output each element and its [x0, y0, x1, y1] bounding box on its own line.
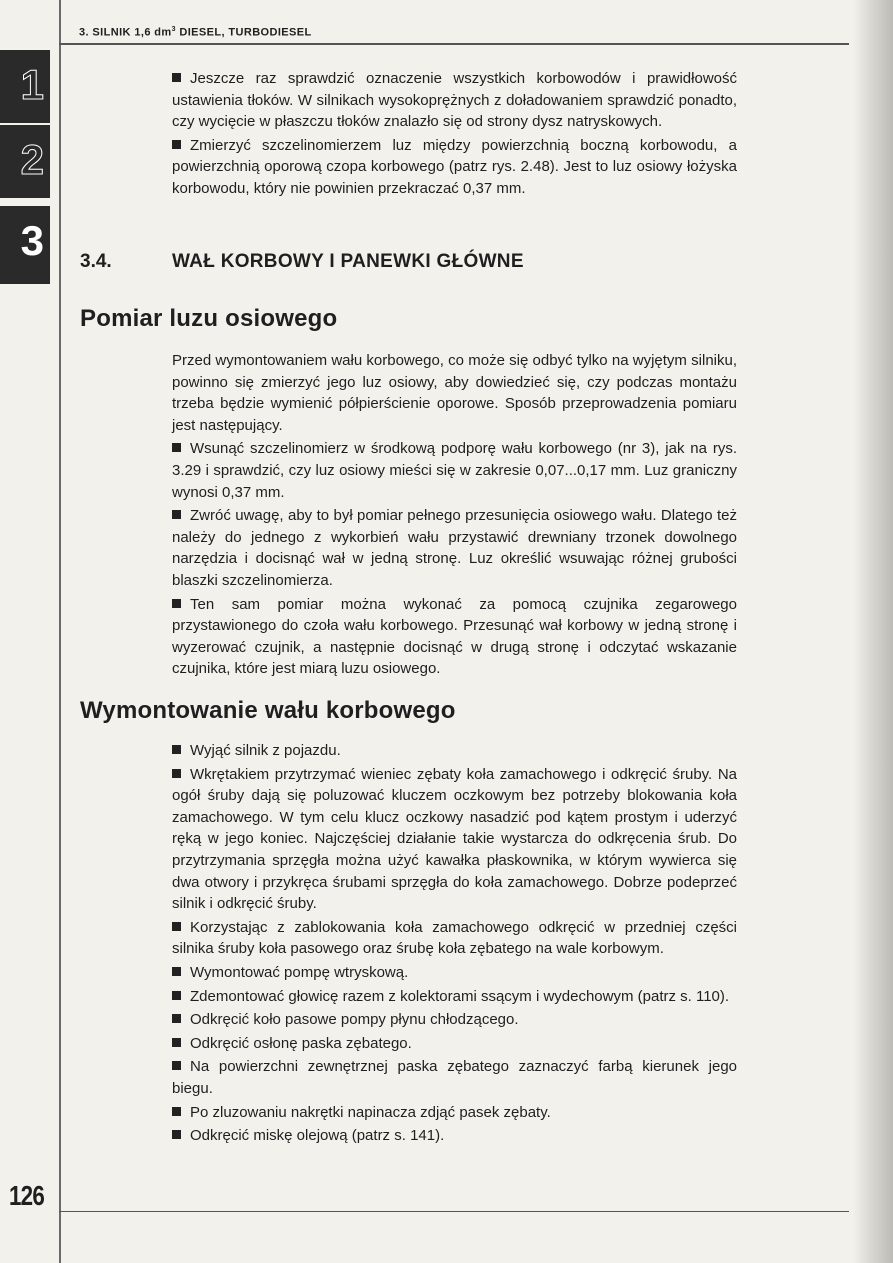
list-item: Odkręcić miskę olejową (patrz s. 141). [172, 1125, 737, 1147]
measurement-block [172, 350, 737, 680]
margin-rule [59, 0, 61, 1263]
footer-rule [59, 1211, 849, 1212]
bullet-icon [172, 745, 181, 754]
intro-paragraph: Jeszcze raz sprawdzić oznaczenie wszystkich korbowodów i prawidłowość ustawienia tłoków. W silnikach wysokoprężnych z doładowaniem sprawdzić ponadto, czy wycięcie w płaszczu tłoków znalazło się od strony dysz natryskowych. [172, 70, 737, 131]
page-edge-shadow [853, 0, 893, 1263]
bullet-icon [172, 140, 181, 149]
list-item: Zdemontować głowicę razem z kolektorami ssącym i wydechowym (patrz s. 110). [172, 986, 737, 1008]
list-item: Ten sam pomiar można wykonać za pomocą czujnika zegarowego przystawionego do czoła wału korbowego. Przesunąć wał korbowy w jedną stronę i wyzerować czujnik, a następnie docisnąć w drugą stronę i odczytać wskazanie czujnika, które jest miarą luzu osiowego. [172, 595, 737, 678]
bullet-icon [172, 599, 181, 608]
lead-paragraph: Przed wymontowaniem wału korbowego, co może się odbyć tylko na wyjętym silniku, powinno się zmierzyć jego luz osiowy, aby dowiedzieć się, czy podczas montażu trzeba będzie wymienić półpierścienie oporowe. Sposób przeprowadzenia pomiaru jest następujący. [172, 352, 737, 434]
bullet-icon [172, 1130, 181, 1139]
bullet-icon [172, 967, 181, 976]
removal-block [172, 740, 737, 1147]
bullet-icon [172, 510, 181, 519]
bullet-icon [172, 1014, 181, 1023]
list-item: Korzystając z zablokowania koła zamachowego odkręcić w przedniej części silnika śruby koła pasowego oraz śrubę koła zębatego na wale korbowym. [172, 918, 737, 958]
bullet-icon [172, 1107, 181, 1116]
section-number: 3.4. [80, 251, 112, 272]
chapter-tab-2: 2 [0, 125, 50, 198]
intro-paragraph: Zmierzyć szczelinomierzem luz między powierzchnią boczną korbowodu, a powierzchnią oporową czopa korbowego (patrz rys. 2.48). Jest to luz osiowy łożyska korbowodu, który nie powinien przekraczać 0,37 mm. [172, 136, 737, 197]
header-rule [59, 43, 849, 45]
list-item: Odkręcić osłonę paska zębatego. [172, 1033, 737, 1055]
list-item: Po zluzowaniu nakrętki napinacza zdjąć pasek zębaty. [172, 1102, 737, 1124]
list-item: Na powierzchni zewnętrznej paska zębatego zaznaczyć farbą kierunek jego biegu. [172, 1058, 737, 1097]
list-item: Wyjąć silnik z pojazdu. [172, 740, 737, 762]
bullet-icon [172, 443, 181, 452]
list-item: Odkręcić koło pasowe pompy płynu chłodzącego. [172, 1009, 737, 1031]
bullet-icon [172, 991, 181, 1000]
bullet-icon [172, 1038, 181, 1047]
list-item: Wsunąć szczelinomierz w środkową podporę wału korbowego (nr 3), jak na rys. 3.29 i sprawdzić, czy luz osiowy mieści się w zakresie 0,07...0,17 mm. Luz graniczny wynosi 0,37 mm. [172, 440, 737, 501]
bullet-icon [172, 1061, 181, 1070]
subsection-heading-measurement: Pomiar luzu osiowego [80, 305, 338, 332]
section-title: WAŁ KORBOWY I PANEWKI GŁÓWNE [172, 251, 524, 272]
list-item: Wkrętakiem przytrzymać wieniec zębaty koła zamachowego i odkręcić śruby. Na ogół śruby dają się poluzować kluczem oczkowym bez potrzeby blokowania koła zamachowego. W tym celu klucz oczkowy nasadzić pod kątem prostym i uderzyć ręką w jego koniec. Najczęściej działanie takie wystarcza do odkręcenia śrub. Do przytrzymania sprzęgła można użyć kawałka płaskownika, w którym wywierca się dwa otwory i przykręca śrubami sprzęgła do koła zamachowego. Dobrze podeprzeć silnik i odkręcić śruby. [172, 765, 737, 913]
subsection-heading-removal: Wymontowanie wału korbowego [80, 697, 456, 724]
chapter-tab-3: 3 [0, 206, 50, 284]
page-number: 126 [9, 1180, 44, 1211]
list-item: Wymontować pompę wtryskową. [172, 962, 737, 984]
chapter-tab-1: 1 [0, 50, 50, 123]
bullet-icon [172, 922, 181, 931]
running-header: 3. SILNIK 1,6 $dm^3$ DIESEL, TURBODIESEL [79, 26, 312, 39]
bullet-icon [172, 769, 181, 778]
intro-block [172, 68, 737, 200]
bullet-icon [172, 73, 181, 82]
list-item: Zwróć uwagę, aby to był pomiar pełnego przesunięcia osiowego wału. Dlatego też należy do jednego z wykorbień wału przystawić drewniany trzonek dowolnego narzędzia i docisnąć wał w jedną stronę. Luz określić wsuwając różnej grubości blaszki szczelinomierza. [172, 507, 737, 589]
